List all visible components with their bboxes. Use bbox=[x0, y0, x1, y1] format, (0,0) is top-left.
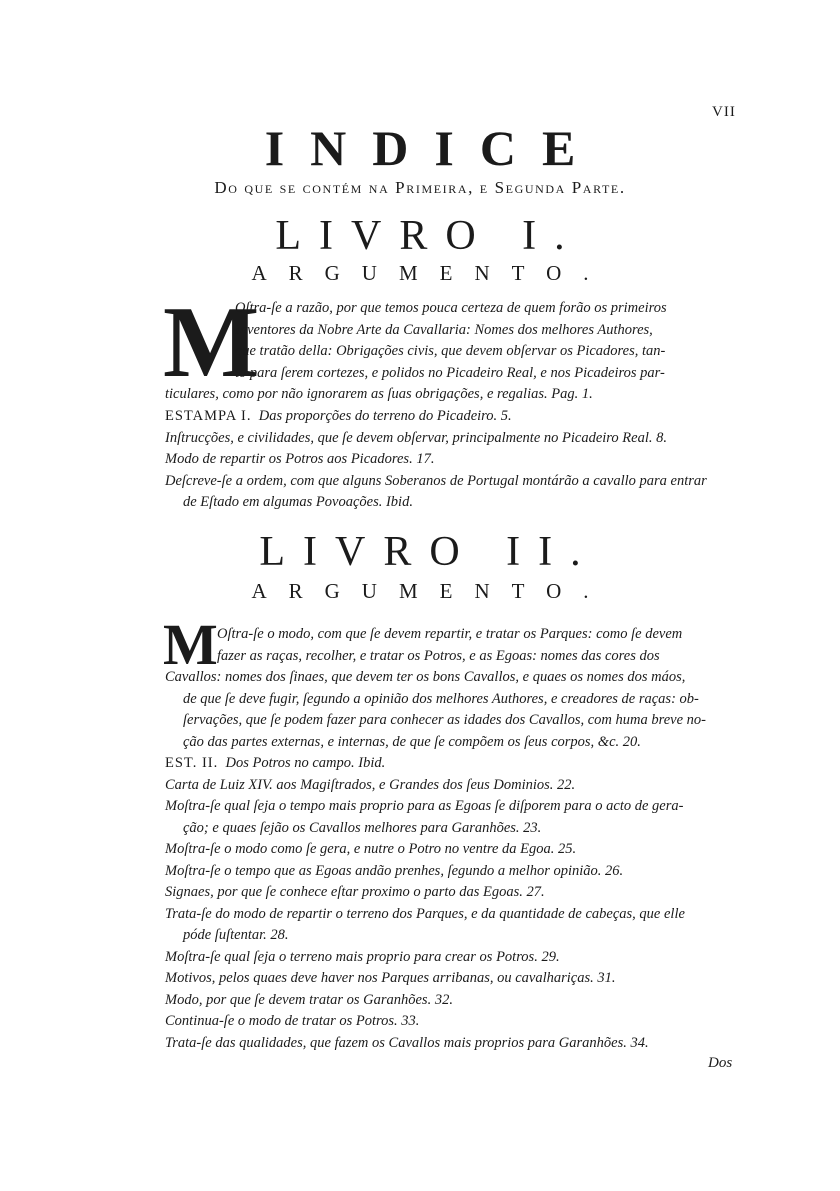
list-item: Trata-ſe das qualidades, que fazem os Cavallos mais proprios para Garanhões. 34. bbox=[165, 1034, 649, 1051]
livro1-line: que tratão della: Obrigações civis, que devem obſervar os Picadores, tan- bbox=[235, 343, 666, 359]
list-item: Moſtra-ſe qual ſeja o terreno mais proprio para crear os Potros. 29. bbox=[165, 948, 560, 965]
list-item: Moſtra-ſe qual ſeja o tempo mais proprio para as Egoas ſe diſporem para o acto de gera- bbox=[165, 798, 684, 814]
list-item: EST. II. Dos Potros no campo. Ibid. bbox=[165, 755, 386, 771]
livro1-argument-text bbox=[165, 298, 745, 406]
livro1-line: ticulares, como por não ignorarem as ſuas obrigações, e regalias. Pag. 1. bbox=[165, 386, 593, 402]
page-number: VII bbox=[712, 104, 736, 120]
livro1-entries bbox=[165, 406, 745, 514]
list-item: Moſtra-ſe o tempo que as Egoas andão prenhes, ſegundo a melhor opinião. 26. bbox=[165, 862, 624, 879]
list-item: Continua-ſe o modo de tratar os Potros. 33. bbox=[165, 1013, 420, 1029]
livro2-line: ção das partes externas, e internas, de que ſe compõem os ſeus corpos, &c. 20. bbox=[183, 733, 641, 750]
livro1-argumento: ARGUMENTO. bbox=[251, 261, 611, 285]
list-item: Modo, por que ſe devem tratar os Garanhões. 32. bbox=[165, 991, 453, 1008]
livro1-line: to para ſerem cortezes, e polidos no Picadeiro Real, e nos Picadeiros par- bbox=[235, 364, 665, 381]
livro2-argumento: ARGUMENTO. bbox=[251, 579, 611, 603]
livro1-line: Oſtra-ſe a razão, por que temos pouca certeza de quem forão os primeiros bbox=[235, 300, 667, 316]
list-item: Signaes, por que ſe conhece eſtar proximo o parto das Egoas. 27. bbox=[165, 884, 545, 900]
catchword: Dos bbox=[708, 1055, 733, 1071]
livro1-heading: LIVRO I. bbox=[275, 213, 583, 259]
index-title: INDICE bbox=[264, 120, 602, 176]
livro2-heading: LIVRO II. bbox=[259, 529, 599, 575]
list-item: de Eſtado em algumas Povoações. Ibid. bbox=[183, 494, 413, 510]
index-subtitle: Do que se contém na Primeira, e Segunda Parte. bbox=[214, 178, 626, 197]
livro2-line: de que ſe deve fugir, ſegundo a opinião dos melhores Authores, e creadores de raças: ob- bbox=[183, 690, 699, 707]
list-item: Deſcreve-ſe a ordem, com que alguns Soberanos de Portugal montárão a cavallo para entrar bbox=[165, 472, 707, 489]
list-item: Modo de repartir os Potros aos Picadores. 17. bbox=[165, 451, 435, 467]
livro2-line: ſervações, que ſe podem fazer para conhecer as idades dos Cavallos, com huma breve no- bbox=[183, 712, 706, 728]
list-item: ESTAMPA I. Das proporções do terreno do Picadeiro. 5. bbox=[165, 408, 512, 424]
livro2-line: fazer as raças, recolher, e tratar os Potros, e as Egoas: nomes das cores dos bbox=[217, 647, 660, 664]
livro1-line: Inventores da Nobre Arte da Cavallaria: Nomes dos melhores Authores, bbox=[235, 321, 653, 338]
list-item: Carta de Luiz XIV. aos Magiſtrados, e Grandes dos ſeus Dominios. 22. bbox=[165, 776, 576, 793]
livro1-dropcap: M bbox=[163, 286, 260, 399]
livro2-line: Oſtra-ſe o modo, com que ſe devem repartir, e tratar os Parques: como ſe devem bbox=[217, 626, 683, 642]
list-item: Trata-ſe do modo de repartir o terreno dos Parques, e da quantidade de cabeças, que elle bbox=[165, 905, 685, 922]
list-item: ção; e quaes ſejão os Cavallos melhores para Garanhões. 23. bbox=[183, 819, 542, 836]
livro2-line: Cavallos: nomes dos ſinaes, que devem ter os bons Cavallos, e quaes os nomes dos máos, bbox=[165, 669, 686, 685]
list-item: Moſtra-ſe o modo como ſe gera, e nutre o Potro no ventre da Egoa. 25. bbox=[165, 841, 577, 857]
livro2-entries bbox=[165, 753, 745, 1054]
list-item: Motivos, pelos quaes deve haver nos Parques arribanas, ou cavalhariças. 31. bbox=[165, 970, 616, 986]
livro2-argument-text bbox=[165, 624, 745, 753]
list-item: Inſtrucções, e civilidades, que ſe devem obſervar, principalmente no Picadeiro Real. 8. bbox=[165, 429, 667, 446]
livro2-dropcap: M bbox=[163, 612, 218, 677]
list-item: póde ſuſtentar. 28. bbox=[183, 927, 289, 943]
